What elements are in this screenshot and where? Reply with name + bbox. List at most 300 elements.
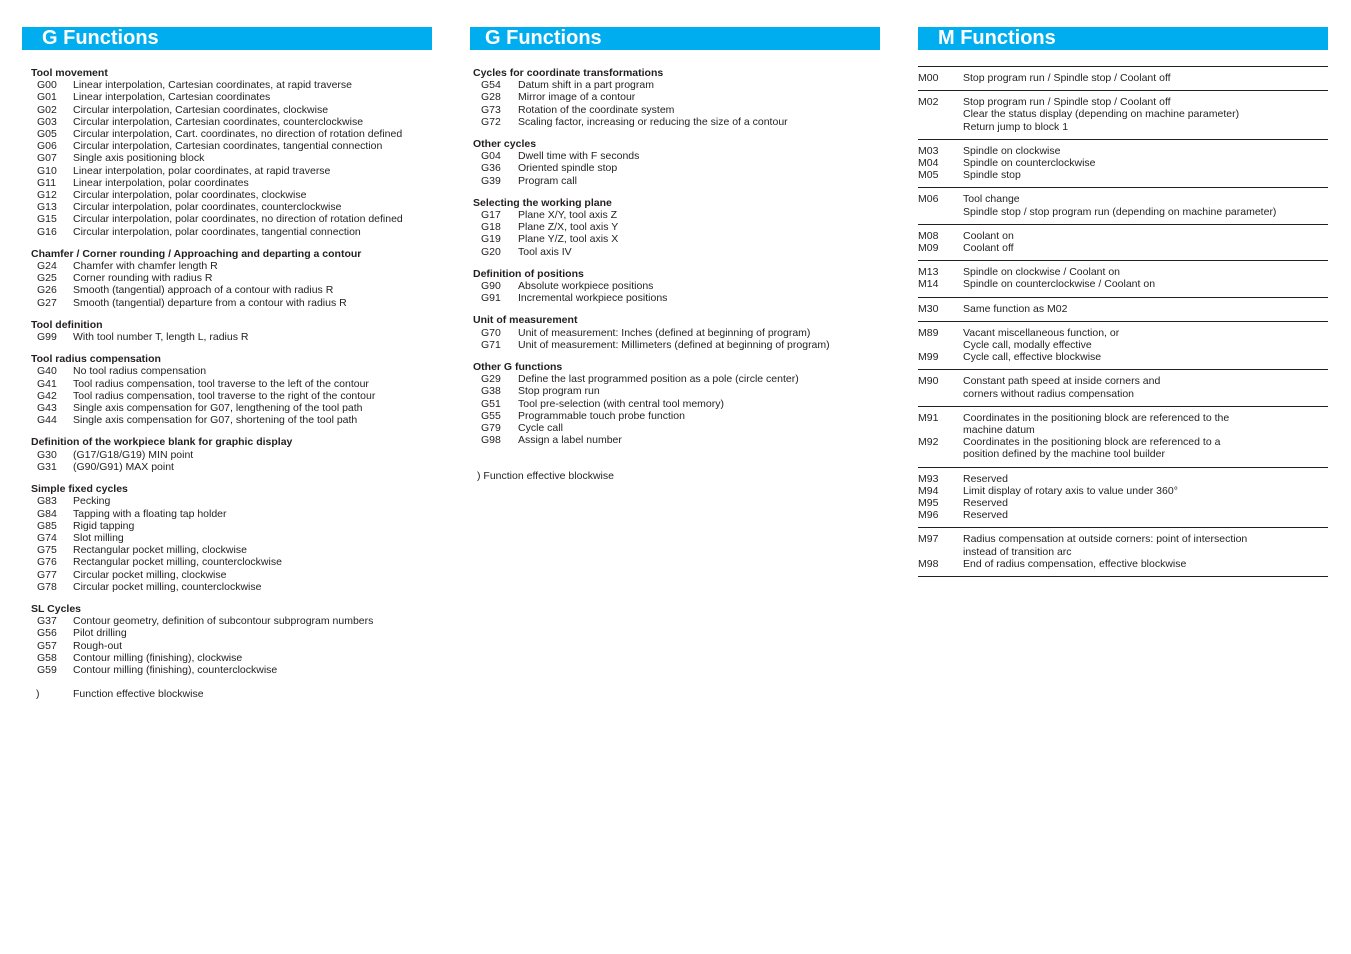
function-row bbox=[22, 615, 432, 627]
m-function-description: Tool change bbox=[963, 193, 1020, 206]
function-row bbox=[470, 246, 880, 258]
function-code: G40 bbox=[37, 365, 57, 378]
footnote-text: Function effective blockwise bbox=[73, 688, 204, 701]
function-code: G38 bbox=[481, 385, 501, 398]
section-title: Selecting the working plane bbox=[473, 196, 612, 209]
section bbox=[22, 436, 432, 473]
section bbox=[22, 353, 432, 426]
function-row bbox=[22, 152, 432, 164]
m-function-row bbox=[918, 533, 1328, 545]
m-function-code bbox=[918, 206, 963, 218]
m-function-row bbox=[918, 242, 1328, 254]
m-function-row bbox=[918, 436, 1328, 448]
m-function-row bbox=[918, 339, 1328, 351]
function-description: Tool radius compensation, tool traverse to the right of the contour bbox=[73, 389, 376, 402]
function-code: G04 bbox=[481, 150, 501, 163]
m-function-row bbox=[918, 96, 1328, 108]
function-code: G29 bbox=[481, 373, 501, 386]
function-code: G16 bbox=[37, 225, 57, 238]
m-function-group bbox=[918, 322, 1328, 371]
function-code: G73 bbox=[481, 103, 501, 116]
function-row bbox=[22, 140, 432, 152]
m-function-group bbox=[918, 67, 1328, 91]
m-function-description: Radius compensation at outside corners: point of intersection bbox=[963, 533, 1248, 546]
function-description: (G17/G18/G19) MIN point bbox=[73, 448, 194, 461]
m-function-description: Spindle stop / stop program run (depending on machine parameter) bbox=[963, 205, 1277, 218]
function-description: Rough-out bbox=[73, 639, 123, 652]
m-function-description: Limit display of rotary axis to value under 360° bbox=[963, 484, 1178, 497]
function-row bbox=[470, 434, 880, 446]
m-function-description: Coordinates in the positioning block are referenced to a bbox=[963, 436, 1221, 449]
m-functions-column bbox=[918, 27, 1328, 577]
m-function-row bbox=[918, 558, 1328, 570]
function-description: Define the last programmed position as a pole (circle center) bbox=[518, 373, 799, 386]
m-function-description: Coolant on bbox=[963, 229, 1014, 242]
function-row bbox=[22, 297, 432, 309]
function-row bbox=[22, 390, 432, 402]
function-row bbox=[22, 581, 432, 593]
column-header: G Functions bbox=[22, 27, 432, 50]
m-function-row bbox=[918, 145, 1328, 157]
section bbox=[22, 319, 432, 343]
function-row bbox=[22, 640, 432, 652]
m-function-row bbox=[918, 412, 1328, 424]
function-code: G27 bbox=[37, 296, 57, 309]
function-row bbox=[470, 175, 880, 187]
section-title: Tool movement bbox=[31, 67, 108, 79]
function-description: Stop program run bbox=[518, 385, 600, 398]
m-function-description: position defined by the machine tool builder bbox=[963, 448, 1165, 461]
function-code: G06 bbox=[37, 140, 57, 153]
function-description: Chamfer with chamfer length R bbox=[73, 260, 218, 273]
m-function-description: Return jump to block 1 bbox=[963, 120, 1069, 133]
function-code: G15 bbox=[37, 213, 57, 226]
function-code: G00 bbox=[37, 79, 57, 92]
function-code: G56 bbox=[37, 627, 57, 640]
section bbox=[22, 603, 432, 676]
function-description: Programmable touch probe function bbox=[518, 409, 685, 422]
m-function-row bbox=[918, 121, 1328, 133]
m-function-description: End of radius compensation, effective blockwise bbox=[963, 557, 1187, 570]
function-row bbox=[22, 414, 432, 426]
m-function-code: M05 bbox=[918, 169, 939, 182]
function-description: Slot milling bbox=[73, 531, 124, 544]
function-row bbox=[22, 508, 432, 520]
function-description: Rectangular pocket milling, clockwise bbox=[73, 544, 247, 557]
function-description: Rotation of the coordinate system bbox=[518, 103, 675, 116]
function-code: G84 bbox=[37, 507, 57, 520]
function-code: G55 bbox=[481, 409, 501, 422]
function-row bbox=[22, 520, 432, 532]
function-description: Circular interpolation, Cart. coordinates, no direction of rotation defined bbox=[73, 128, 403, 141]
function-description: Absolute workpiece positions bbox=[518, 280, 654, 293]
function-description: Circular pocket milling, clockwise bbox=[73, 568, 227, 581]
function-row bbox=[22, 461, 432, 473]
function-row bbox=[22, 201, 432, 213]
function-description: Tapping with a floating tap holder bbox=[73, 507, 227, 520]
function-description: Plane X/Y, tool axis Z bbox=[518, 209, 618, 222]
function-code: G76 bbox=[37, 556, 57, 569]
section bbox=[470, 67, 880, 128]
m-function-description: Stop program run / Spindle stop / Coolant off bbox=[963, 72, 1171, 84]
function-row bbox=[22, 165, 432, 177]
function-code: G54 bbox=[481, 79, 501, 92]
m-function-row bbox=[918, 388, 1328, 400]
function-row bbox=[22, 189, 432, 201]
m-function-row bbox=[918, 206, 1328, 218]
function-row bbox=[470, 209, 880, 221]
function-code: G36 bbox=[481, 162, 501, 175]
function-description: Pilot drilling bbox=[73, 627, 127, 640]
function-code: G85 bbox=[37, 519, 57, 532]
function-code: G37 bbox=[37, 615, 57, 628]
function-code: G03 bbox=[37, 115, 57, 128]
function-description: Rigid tapping bbox=[73, 519, 135, 532]
m-function-code: M94 bbox=[918, 484, 939, 497]
m-function-row bbox=[918, 230, 1328, 242]
m-function-code: M03 bbox=[918, 144, 939, 157]
function-description: Plane Z/X, tool axis Y bbox=[518, 221, 619, 234]
function-description: Contour milling (finishing), counterclockwise bbox=[73, 663, 278, 676]
function-row bbox=[22, 627, 432, 639]
function-code: G41 bbox=[37, 377, 57, 390]
m-function-code: M96 bbox=[918, 509, 939, 522]
function-description: Circular interpolation, Cartesian coordinates, tangential connection bbox=[73, 140, 383, 153]
function-row bbox=[470, 373, 880, 385]
function-description: Pecking bbox=[73, 495, 111, 508]
m-function-description: machine datum bbox=[963, 424, 1035, 437]
function-row bbox=[470, 410, 880, 422]
function-description: Smooth (tangential) approach of a contour with radius R bbox=[73, 284, 334, 297]
function-code: G83 bbox=[37, 495, 57, 508]
m-function-row bbox=[918, 303, 1328, 315]
function-row bbox=[22, 331, 432, 343]
m-function-code: M00 bbox=[918, 72, 939, 84]
function-description: Circular interpolation, polar coordinates, tangential connection bbox=[73, 225, 361, 238]
function-row bbox=[22, 664, 432, 676]
function-row bbox=[470, 233, 880, 245]
function-row bbox=[470, 116, 880, 128]
function-code: G98 bbox=[481, 434, 501, 447]
m-function-description: Clear the status display (depending on machine parameter) bbox=[963, 108, 1240, 121]
function-description: Single axis compensation for G07, shortening of the tool path bbox=[73, 414, 358, 427]
function-row bbox=[470, 280, 880, 292]
m-function-code: M13 bbox=[918, 266, 939, 279]
m-function-group bbox=[918, 528, 1328, 577]
m-function-description: Vacant miscellaneous function, or bbox=[963, 326, 1120, 339]
function-row bbox=[22, 79, 432, 91]
footnote bbox=[470, 470, 880, 482]
function-row bbox=[22, 402, 432, 414]
section bbox=[470, 314, 880, 351]
column-header: G Functions bbox=[470, 27, 880, 50]
function-code: G18 bbox=[481, 221, 501, 234]
m-function-code: M04 bbox=[918, 157, 939, 170]
m-function-row bbox=[918, 266, 1328, 278]
g-functions-column-2 bbox=[470, 27, 880, 483]
function-code: G05 bbox=[37, 128, 57, 141]
function-row bbox=[22, 226, 432, 238]
section-title: Chamfer / Corner rounding / Approaching and departing a contour bbox=[31, 247, 362, 260]
m-function-code: M95 bbox=[918, 497, 939, 510]
function-code: G71 bbox=[481, 338, 501, 351]
m-function-code: M89 bbox=[918, 326, 939, 339]
m-function-code: M97 bbox=[918, 533, 939, 546]
m-function-description: Cycle call, effective blockwise bbox=[963, 351, 1102, 364]
section-list bbox=[470, 67, 880, 446]
function-code: G44 bbox=[37, 414, 57, 427]
column-header: M Functions bbox=[918, 27, 1328, 50]
m-function-row bbox=[918, 424, 1328, 436]
m-function-group bbox=[918, 140, 1328, 189]
function-description: Circular pocket milling, counterclockwise bbox=[73, 580, 262, 593]
m-function-code: M02 bbox=[918, 96, 939, 109]
m-function-row bbox=[918, 157, 1328, 169]
footnote bbox=[22, 688, 432, 700]
function-code: G10 bbox=[37, 164, 57, 177]
function-description: Datum shift in a part program bbox=[518, 79, 654, 92]
section-title: Tool definition bbox=[31, 318, 103, 331]
function-row bbox=[22, 569, 432, 581]
function-row bbox=[22, 91, 432, 103]
function-code: G77 bbox=[37, 568, 57, 581]
function-code: G17 bbox=[481, 209, 501, 222]
m-function-description: Same function as M02 bbox=[963, 302, 1068, 315]
function-description: Program call bbox=[518, 174, 577, 187]
m-function-row bbox=[918, 108, 1328, 120]
m-function-code: M08 bbox=[918, 229, 939, 242]
function-description: Cycle call bbox=[518, 422, 563, 435]
m-function-code bbox=[918, 424, 963, 436]
m-function-row bbox=[918, 169, 1328, 181]
function-row bbox=[470, 221, 880, 233]
m-function-row bbox=[918, 278, 1328, 290]
function-code: G28 bbox=[481, 91, 501, 104]
m-function-code bbox=[918, 448, 963, 460]
section-title: SL Cycles bbox=[31, 602, 82, 615]
m-function-row bbox=[918, 72, 1328, 84]
function-row bbox=[22, 449, 432, 461]
function-code: G99 bbox=[37, 331, 57, 344]
function-description: Plane Y/Z, tool axis X bbox=[518, 233, 619, 246]
function-code: G01 bbox=[37, 91, 57, 104]
function-code: G74 bbox=[37, 531, 57, 544]
m-function-description: instead of transition arc bbox=[963, 545, 1072, 558]
function-row bbox=[22, 652, 432, 664]
function-description: Corner rounding with radius R bbox=[73, 272, 213, 285]
function-row bbox=[470, 292, 880, 304]
function-code: G07 bbox=[37, 152, 57, 165]
function-description: Unit of measurement: Inches (defined at beginning of program) bbox=[518, 326, 811, 339]
m-function-code: M99 bbox=[918, 351, 939, 364]
m-function-group bbox=[918, 188, 1328, 224]
section bbox=[22, 67, 432, 238]
function-description: Linear interpolation, polar coordinates bbox=[73, 176, 249, 189]
m-function-row bbox=[918, 485, 1328, 497]
section bbox=[22, 483, 432, 593]
function-code: G30 bbox=[37, 448, 57, 461]
function-code: G26 bbox=[37, 284, 57, 297]
function-row bbox=[22, 116, 432, 128]
m-function-code bbox=[918, 121, 963, 133]
m-function-description: Spindle on clockwise / Coolant on bbox=[963, 266, 1121, 279]
function-code: G51 bbox=[481, 397, 501, 410]
m-function-description: Spindle stop bbox=[963, 169, 1021, 182]
m-function-description: Cycle call, modally effective bbox=[963, 339, 1092, 352]
section-title: Tool radius compensation bbox=[31, 353, 161, 366]
function-description: Tool radius compensation, tool traverse to the left of the contour bbox=[73, 377, 369, 390]
section-title: Cycles for coordinate transformations bbox=[473, 67, 664, 79]
m-function-code: M92 bbox=[918, 436, 939, 449]
function-description: Circular interpolation, Cartesian coordinates, counterclockwise bbox=[73, 115, 364, 128]
function-code: G91 bbox=[481, 292, 501, 305]
m-function-code: M14 bbox=[918, 278, 939, 291]
m-function-row bbox=[918, 375, 1328, 387]
function-code: G79 bbox=[481, 422, 501, 435]
m-function-code bbox=[918, 546, 963, 558]
section bbox=[470, 197, 880, 258]
function-row bbox=[22, 177, 432, 189]
function-row bbox=[470, 398, 880, 410]
function-description: Linear interpolation, Cartesian coordinates bbox=[73, 91, 271, 104]
m-function-row bbox=[918, 351, 1328, 363]
function-row bbox=[22, 378, 432, 390]
m-function-description: Reserved bbox=[963, 497, 1008, 510]
m-function-group bbox=[918, 468, 1328, 529]
function-description: Dwell time with F seconds bbox=[518, 150, 640, 163]
m-function-description: Spindle on counterclockwise / Coolant on bbox=[963, 278, 1156, 291]
function-code: G02 bbox=[37, 103, 57, 116]
function-code: G90 bbox=[481, 280, 501, 293]
m-function-code: M30 bbox=[918, 302, 939, 315]
function-code: G25 bbox=[37, 272, 57, 285]
section-title: Unit of measurement bbox=[473, 314, 578, 327]
m-function-group bbox=[918, 370, 1328, 406]
function-code: G39 bbox=[481, 174, 501, 187]
function-row bbox=[470, 91, 880, 103]
function-row bbox=[470, 150, 880, 162]
function-row bbox=[22, 284, 432, 296]
function-code: G42 bbox=[37, 389, 57, 402]
function-code: G20 bbox=[481, 245, 501, 258]
function-code: G72 bbox=[481, 115, 501, 128]
section bbox=[470, 361, 880, 446]
function-code: G31 bbox=[37, 460, 57, 473]
m-function-group bbox=[918, 407, 1328, 468]
m-function-group bbox=[918, 261, 1328, 297]
function-row bbox=[470, 162, 880, 174]
section-title: Definition of the workpiece blank for graphic display bbox=[31, 436, 293, 449]
section-list bbox=[22, 67, 432, 676]
m-function-group bbox=[918, 298, 1328, 322]
m-function-row bbox=[918, 193, 1328, 205]
function-description: No tool radius compensation bbox=[73, 365, 207, 378]
function-description: Contour milling (finishing), clockwise bbox=[73, 651, 243, 664]
function-row bbox=[22, 213, 432, 225]
m-function-description: Coordinates in the positioning block are referenced to the bbox=[963, 411, 1230, 424]
function-code: G58 bbox=[37, 651, 57, 664]
function-description: Rectangular pocket milling, counterclockwise bbox=[73, 556, 282, 569]
footnote-mark: ) bbox=[36, 688, 40, 701]
section bbox=[470, 268, 880, 305]
function-description: Circular interpolation, Cartesian coordinates, clockwise bbox=[73, 103, 329, 116]
function-code: G11 bbox=[37, 176, 57, 189]
function-row bbox=[470, 79, 880, 91]
m-function-row bbox=[918, 473, 1328, 485]
m-function-code: M93 bbox=[918, 472, 939, 485]
function-description: Single axis compensation for G07, lengthening of the tool path bbox=[73, 402, 363, 415]
m-function-code bbox=[918, 388, 963, 400]
function-row bbox=[22, 365, 432, 377]
function-description: Assign a label number bbox=[518, 434, 622, 447]
function-row bbox=[470, 104, 880, 116]
m-function-description: Spindle on counterclockwise bbox=[963, 157, 1096, 170]
function-code: G19 bbox=[481, 233, 501, 246]
function-description: Linear interpolation, Cartesian coordinates, at rapid traverse bbox=[73, 79, 352, 92]
m-function-row bbox=[918, 448, 1328, 460]
m-function-row bbox=[918, 497, 1328, 509]
footnote-text: ) Function effective blockwise bbox=[477, 470, 614, 483]
m-function-code: M06 bbox=[918, 193, 939, 206]
function-code: G59 bbox=[37, 663, 57, 676]
function-description: Incremental workpiece positions bbox=[518, 292, 668, 305]
function-row bbox=[22, 260, 432, 272]
section-title: Definition of positions bbox=[473, 267, 584, 280]
function-description: Tool axis IV bbox=[518, 245, 572, 258]
m-function-description: Reserved bbox=[963, 472, 1008, 485]
function-row bbox=[22, 544, 432, 556]
function-row bbox=[470, 385, 880, 397]
m-function-group bbox=[918, 91, 1328, 140]
function-row bbox=[470, 339, 880, 351]
m-function-row bbox=[918, 327, 1328, 339]
m-function-description: Coolant off bbox=[963, 242, 1014, 255]
function-description: Oriented spindle stop bbox=[518, 162, 618, 175]
function-description: Smooth (tangential) departure from a contour with radius R bbox=[73, 296, 347, 309]
m-function-code bbox=[918, 339, 963, 351]
function-code: G12 bbox=[37, 189, 57, 202]
m-function-description: corners without radius compensation bbox=[963, 387, 1135, 400]
function-description: Contour geometry, definition of subcontour subprogram numbers bbox=[73, 615, 374, 628]
section bbox=[22, 248, 432, 309]
function-description: With tool number T, length L, radius R bbox=[73, 331, 249, 344]
function-description: Scaling factor, increasing or reducing the size of a contour bbox=[518, 115, 788, 128]
function-description: Circular interpolation, polar coordinates, counterclockwise bbox=[73, 201, 342, 214]
function-description: Linear interpolation, polar coordinates, at rapid traverse bbox=[73, 164, 331, 177]
m-function-code bbox=[918, 108, 963, 120]
function-row bbox=[22, 272, 432, 284]
section-title: Other cycles bbox=[473, 138, 537, 151]
function-row bbox=[22, 556, 432, 568]
function-row bbox=[470, 327, 880, 339]
function-description: (G90/G91) MAX point bbox=[73, 460, 174, 473]
function-description: Circular interpolation, polar coordinates, no direction of rotation defined bbox=[73, 213, 403, 226]
m-function-code: M91 bbox=[918, 411, 939, 424]
function-row bbox=[22, 128, 432, 140]
g-functions-column-1 bbox=[22, 27, 432, 700]
function-code: G70 bbox=[481, 326, 501, 339]
function-code: G43 bbox=[37, 402, 57, 415]
m-function-code: M09 bbox=[918, 242, 939, 255]
section bbox=[470, 138, 880, 187]
function-description: Mirror image of a contour bbox=[518, 91, 636, 104]
m-function-row bbox=[918, 546, 1328, 558]
section-title: Other G functions bbox=[473, 361, 563, 374]
m-function-row bbox=[918, 509, 1328, 521]
m-function-table bbox=[918, 66, 1328, 577]
function-code: G13 bbox=[37, 201, 57, 214]
function-row bbox=[22, 532, 432, 544]
